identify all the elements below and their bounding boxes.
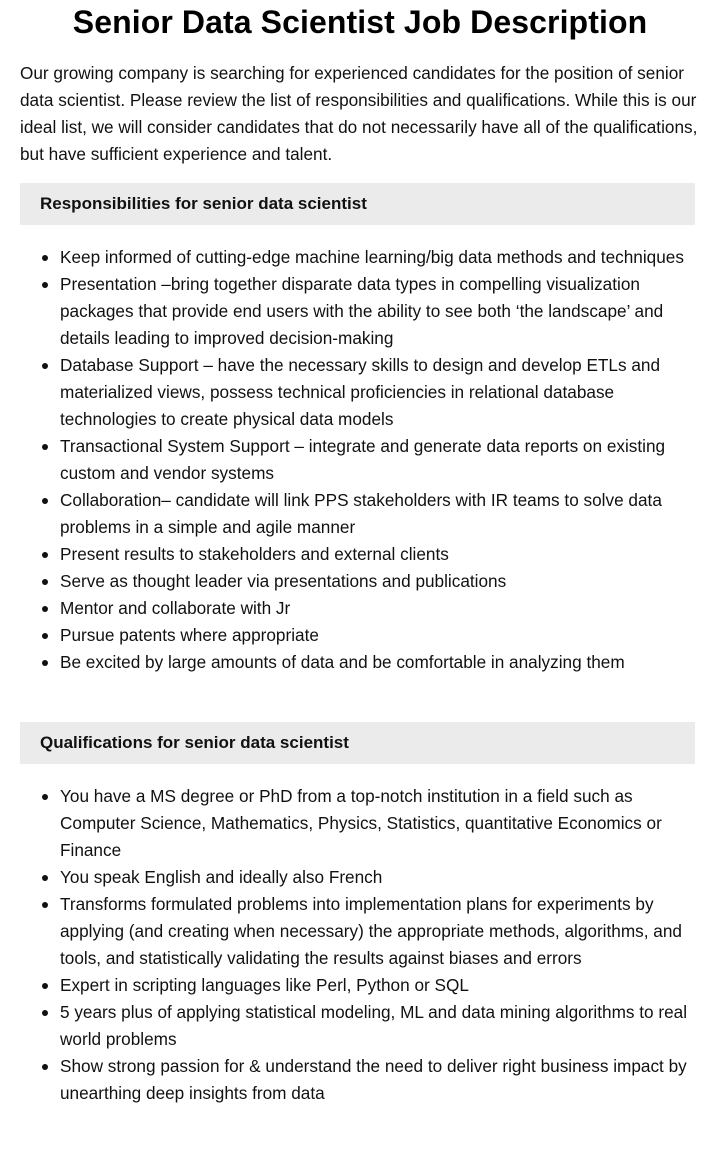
bullet-icon [42,794,48,800]
list-item [60,891,700,972]
list-item [60,352,700,433]
list-item-text: Show strong passion for & understand the need to deliver right business impact by unearthing deep insights from data [60,1056,687,1103]
list-item-text: Database Support – have the necessary skills to design and develop ETLs and materialized views, possess technical proficiencies in relational database technologies to create physical data models [60,355,661,429]
responsibilities-heading: Responsibilities for senior data scientist [20,183,695,225]
list-item [60,999,700,1053]
list-item-text: Serve as thought leader via presentations and publications [60,571,507,591]
bullet-icon [42,606,48,612]
bullet-icon [42,282,48,288]
bullet-icon [42,498,48,504]
list-item-text: Be excited by large amounts of data and be comfortable in analyzing them [60,652,625,672]
list-item [60,649,700,676]
intro-paragraph: Our growing company is searching for experienced candidates for the position of senior data scientist. Please review the list of responsibilities and qualifications. While this is our ideal list, we will consider candidates that do not necessarily have all of the qualifications, but have sufficient experience and talent. [20,63,698,164]
list-item-text: Presentation –bring together disparate data types in compelling visualization packages that provide end users with the ability to see both ‘the landscape’ and details leading to improved decision-making [60,274,664,348]
bullet-icon [42,255,48,261]
list-item-text: 5 years plus of applying statistical modeling, ML and data mining algorithms to real world problems [60,1002,688,1049]
list-item [60,271,700,352]
page-title: Senior Data Scientist Job Description [72,4,648,40]
list-item [60,1053,700,1107]
qualifications-list [20,783,700,1107]
bullet-icon [42,660,48,666]
list-item [60,244,700,271]
list-item-text: Collaboration– candidate will link PPS stakeholders with IR teams to solve data problems in a simple and agile manner [60,490,662,537]
list-item [60,487,700,541]
list-item-text: Expert in scripting languages like Perl, Python or SQL [60,975,469,995]
list-item [60,972,700,999]
bullet-icon [42,875,48,881]
qualifications-heading: Qualifications for senior data scientist [20,722,695,764]
list-item [60,622,700,649]
list-item [60,433,700,487]
list-item-text: Pursue patents where appropriate [60,625,319,645]
list-item [60,568,700,595]
list-item-text: You have a MS degree or PhD from a top-notch institution in a field such as Computer Science, Mathematics, Physics, Statistics, quantitative Economics or Finance [60,786,662,860]
bullet-icon [42,552,48,558]
list-item-text: Transactional System Support – integrate and generate data reports on existing custom and vendor systems [60,436,666,483]
list-item-text: Keep informed of cutting-edge machine learning/big data methods and techniques [60,247,684,267]
bullet-icon [42,444,48,450]
list-item [60,783,700,864]
list-item-text: Mentor and collaborate with Jr [60,598,291,618]
bullet-icon [42,983,48,989]
list-item [60,541,700,568]
bullet-icon [42,633,48,639]
bullet-icon [42,579,48,585]
bullet-icon [42,363,48,369]
responsibilities-list [20,244,700,676]
list-item [60,864,700,891]
list-item-text: Present results to stakeholders and external clients [60,544,449,564]
list-item [60,595,700,622]
bullet-icon [42,1064,48,1070]
bullet-icon [42,902,48,908]
list-item-text: Transforms formulated problems into implementation plans for experiments by applying (and creating when necessary) the appropriate methods, algorithms, and tools, and statistically validating the results against biases and errors [60,894,682,968]
bullet-icon [42,1010,48,1016]
list-item-text: You speak English and ideally also French [60,867,383,887]
